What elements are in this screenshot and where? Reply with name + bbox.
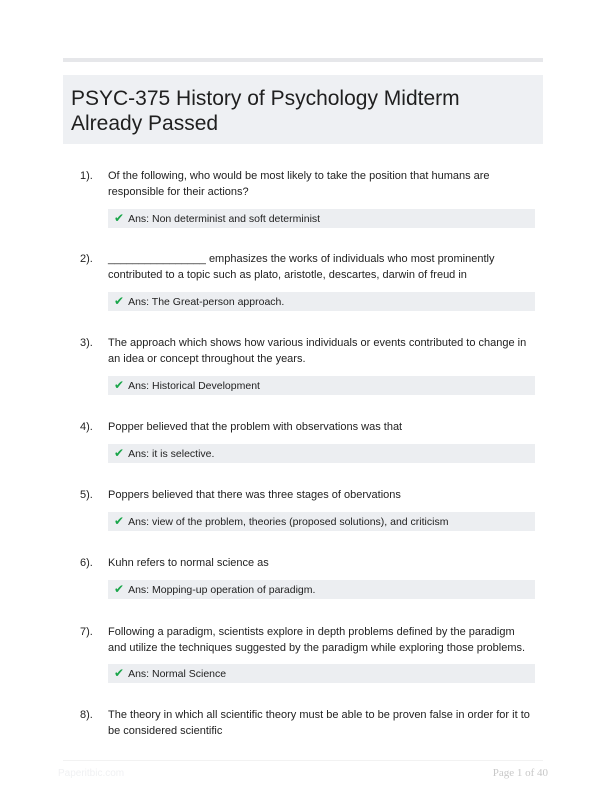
answer-text: Ans: it is selective. bbox=[128, 447, 215, 460]
question-text: The theory in which all scientific theory must be able to be proven false in order for it to be considered scientific bbox=[108, 709, 530, 737]
answer-text: Ans: Non determinist and soft determinist bbox=[128, 212, 321, 225]
answer-box bbox=[108, 376, 535, 395]
question-number: 6). bbox=[80, 557, 93, 569]
answer-box bbox=[108, 444, 535, 463]
question-number: 4). bbox=[80, 421, 93, 433]
answer-text: Ans: Mopping-up operation of paradigm. bbox=[128, 583, 316, 596]
title-banner bbox=[63, 75, 543, 144]
answer-box bbox=[108, 209, 535, 228]
answer-box bbox=[108, 512, 535, 531]
question-text: The approach which shows how various individuals or events contributed to change in an idea or concept throughout the years. bbox=[108, 337, 527, 365]
check-icon: ✔ bbox=[114, 294, 125, 308]
answer-text: Ans: view of the problem, theories (proposed solutions), and criticism bbox=[128, 515, 449, 528]
question-text: Following a paradigm, scientists explore in depth problems defined by the paradigm and utilize the techniques suggested by the paradigm while exploring those problems. bbox=[108, 626, 526, 654]
question-text: Of the following, who would be most likely to take the position that humans are responsible for their actions? bbox=[108, 170, 490, 198]
check-icon: ✔ bbox=[114, 211, 125, 225]
answer-text: Ans: The Great-person approach. bbox=[128, 295, 285, 308]
question-text: ________________ emphasizes the works of individuals who most prominently contributed to a topic such as plato, aristotle, descartes, darwin of freud in bbox=[108, 253, 495, 281]
footer-divider bbox=[63, 760, 543, 761]
footer-watermark: Paperitbic.com bbox=[58, 768, 125, 779]
check-icon: ✔ bbox=[114, 514, 125, 528]
question-text: Poppers believed that there was three stages of obervations bbox=[108, 489, 401, 501]
answer-box bbox=[108, 580, 535, 599]
question-number: 3). bbox=[80, 337, 93, 349]
check-icon: ✔ bbox=[114, 582, 125, 596]
check-icon: ✔ bbox=[114, 666, 125, 680]
page-title: PSYC-375 History of Psychology Midterm Already Passed bbox=[71, 87, 460, 135]
answer-text: Ans: Normal Science bbox=[128, 667, 227, 680]
question-number: 5). bbox=[80, 489, 93, 501]
question-number: 1). bbox=[80, 170, 93, 182]
top-divider bbox=[63, 58, 543, 62]
page-number: Page 1 of 40 bbox=[492, 767, 548, 779]
answer-box bbox=[108, 664, 535, 683]
question-number: 7). bbox=[80, 626, 93, 638]
question-number: 2). bbox=[80, 253, 93, 265]
question-number: 8). bbox=[80, 709, 93, 721]
check-icon: ✔ bbox=[114, 446, 125, 460]
question-text: Popper believed that the problem with observations was that bbox=[108, 421, 403, 433]
answer-box bbox=[108, 292, 535, 311]
answer-text: Ans: Historical Development bbox=[128, 379, 260, 392]
check-icon: ✔ bbox=[114, 378, 125, 392]
question-text: Kuhn refers to normal science as bbox=[108, 557, 269, 569]
